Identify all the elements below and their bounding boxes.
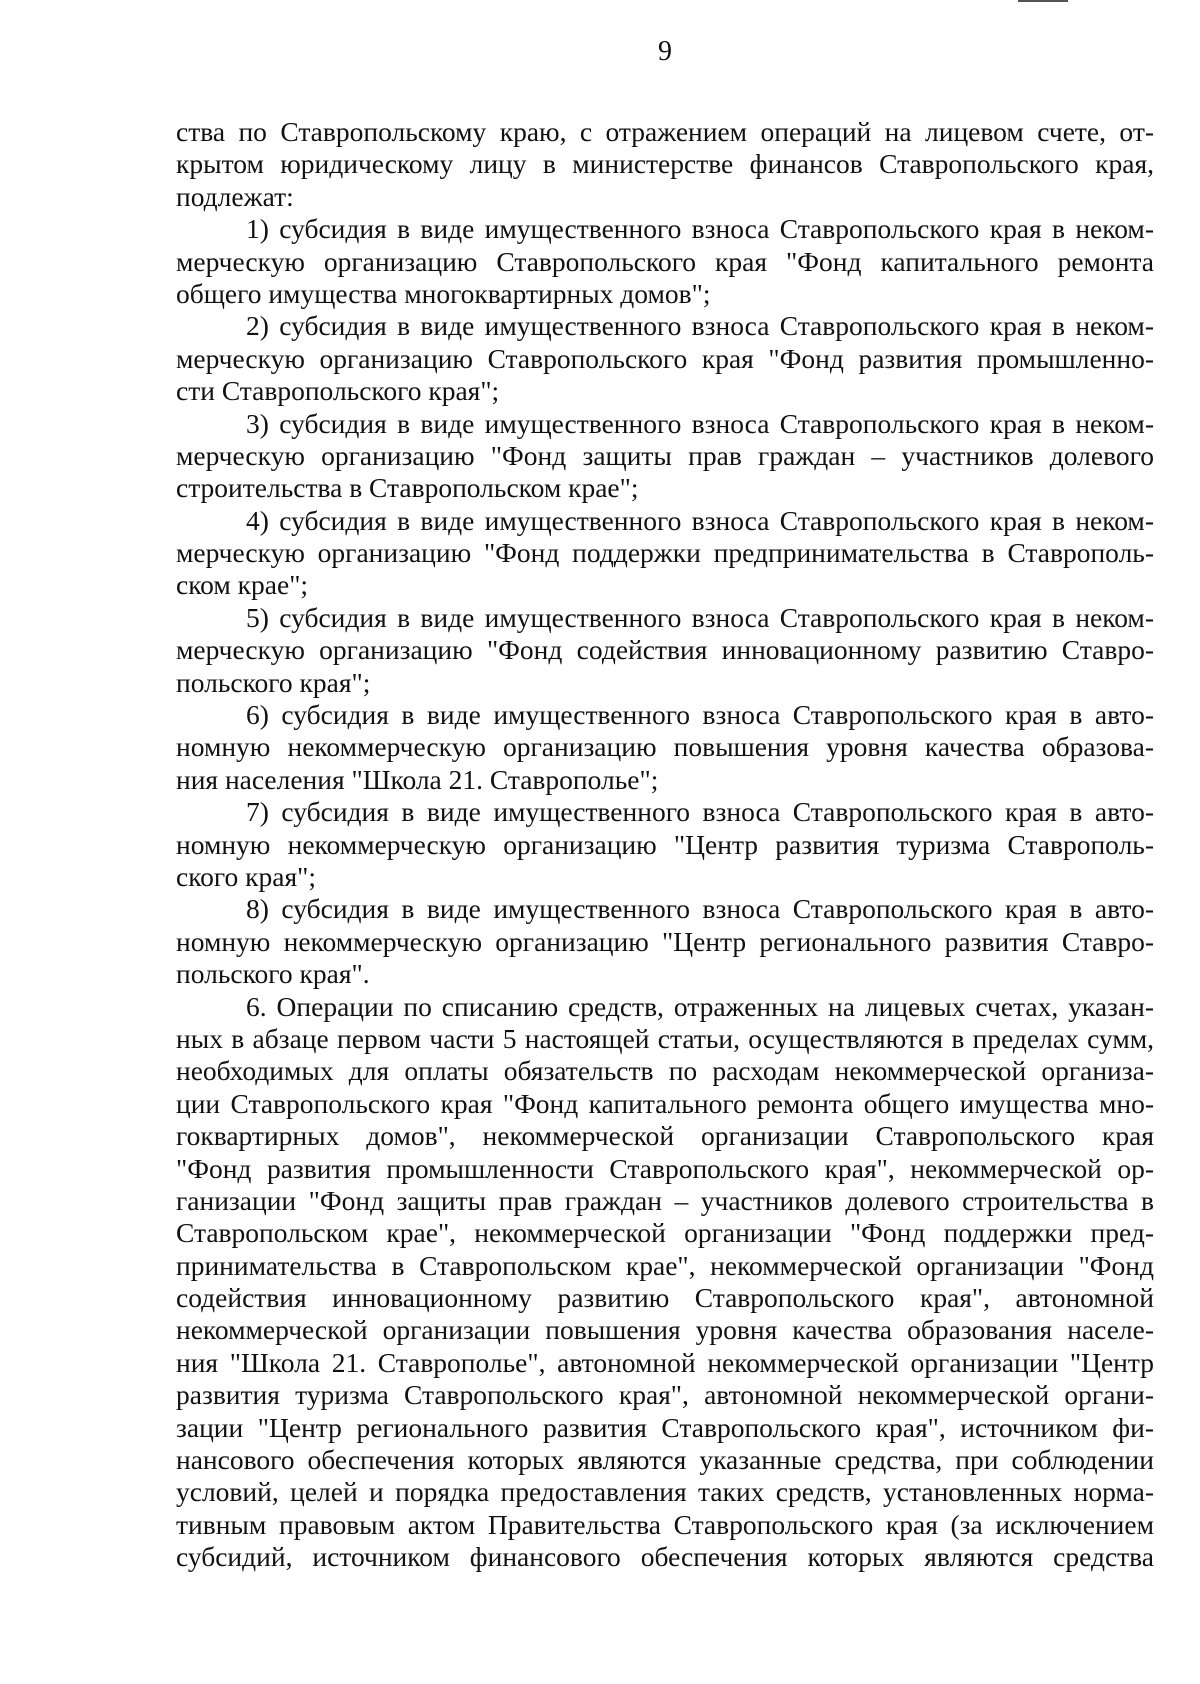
text-line: ского края";	[176, 860, 316, 892]
text-line: 1) субсидия в виде имущественного взноса Ставропольского края в неком-	[246, 213, 1154, 245]
text-line: 6. Операции по списанию средств, отраженных на лицевых счетах, указан-	[246, 990, 1154, 1022]
text-line: 5) субсидия в виде имущественного взноса Ставропольского края в неком-	[246, 601, 1154, 633]
text-line: необходимых для оплаты обязательств по расходам некоммерческой организа-	[176, 1055, 1154, 1087]
text-line: содействия инновационному развитию Ставропольского края", автономной	[176, 1282, 1154, 1314]
text-line: сти Ставропольского края";	[176, 375, 500, 407]
text-line: ганизации "Фонд защиты прав граждан – участников долевого строительства в	[176, 1184, 1154, 1216]
text-line: мерческую организацию Ставропольского края "Фонд капитального ремонта	[176, 245, 1154, 277]
text-line: Ставропольском крае", некоммерческой организации "Фонд поддержки пред-	[176, 1217, 1154, 1249]
text-line: номную некоммерческую организацию "Центр развития туризма Ставрополь-	[176, 828, 1154, 860]
text-line: польского края".	[176, 958, 370, 990]
text-line: мерческую организацию "Фонд содействия инновационному развитию Ставро-	[176, 634, 1154, 666]
text-line: 7) субсидия в виде имущественного взноса Ставропольского края в авто-	[246, 796, 1154, 828]
text-line: 8) субсидия в виде имущественного взноса Ставропольского края в авто-	[246, 893, 1154, 925]
text-line: субсидий, источником финансового обеспечения которых являются средства	[176, 1541, 1154, 1573]
text-line: тивным правовым актом Правительства Ставропольского края (за исключением	[176, 1508, 1154, 1540]
text-line: ния населения "Школа 21. Ставрополье";	[176, 763, 659, 795]
text-line: мерческую организацию "Фонд защиты прав граждан – участников долевого	[176, 439, 1154, 471]
document-body	[176, 116, 1154, 1574]
scan-edge-mark	[1018, 0, 1068, 2]
text-line: 6) субсидия в виде имущественного взноса Ставропольского края в авто-	[246, 699, 1154, 731]
text-line: мерческую организацию Ставропольского края "Фонд развития промышленно-	[176, 342, 1154, 374]
text-line: ния "Школа 21. Ставрополье", автономной некоммерческой организации "Центр	[176, 1346, 1154, 1378]
text-line: гоквартирных домов", некоммерческой организации Ставропольского края	[176, 1120, 1154, 1152]
text-line: номную некоммерческую организацию повышения уровня качества образова-	[176, 731, 1154, 763]
text-line: ции Ставропольского края "Фонд капитального ремонта общего имущества мно-	[176, 1087, 1154, 1119]
text-line: 4) субсидия в виде имущественного взноса Ставропольского края в неком-	[246, 504, 1154, 536]
text-line: нансового обеспечения которых являются указанные средства, при соблюдении	[176, 1444, 1154, 1476]
text-line: ства по Ставропольскому краю, с отражением операций на лицевом счете, от-	[176, 116, 1154, 147]
text-line: строительства в Ставропольском крае";	[176, 472, 639, 504]
text-line: условий, целей и порядка предоставления таких средств, установленных норма-	[176, 1476, 1154, 1508]
text-line: общего имущества многоквартирных домов";	[176, 277, 711, 309]
text-line: польского края";	[176, 666, 371, 698]
text-line: 3) субсидия в виде имущественного взноса Ставропольского края в неком-	[246, 407, 1154, 439]
text-line: мерческую организацию "Фонд поддержки предпринимательства в Ставрополь-	[176, 537, 1154, 569]
text-line: развития туризма Ставропольского края", автономной некоммерческой органи-	[176, 1379, 1154, 1411]
text-line: принимательства в Ставропольском крае", некоммерческой организации "Фонд	[176, 1249, 1154, 1281]
text-line: ных в абзаце первом части 5 настоящей статьи, осуществляются в пределах сумм,	[176, 1022, 1154, 1054]
text-line: крытом юридическому лицу в министерстве финансов Ставропольского края,	[176, 148, 1154, 180]
page-number: 9	[658, 36, 672, 67]
text-line: некоммерческой организации повышения уровня качества образования населе-	[176, 1314, 1154, 1346]
text-line: "Фонд развития промышленности Ставропольского края", некоммерческой ор-	[176, 1152, 1154, 1184]
text-line: 2) субсидия в виде имущественного взноса Ставропольского края в неком-	[246, 310, 1154, 342]
text-line: подлежат:	[176, 180, 294, 212]
text-line: номную некоммерческую организацию "Центр регионального развития Ставро-	[176, 925, 1154, 957]
text-line: ском крае";	[176, 569, 309, 601]
text-line: зации "Центр регионального развития Ставропольского края", источником фи-	[176, 1411, 1154, 1443]
